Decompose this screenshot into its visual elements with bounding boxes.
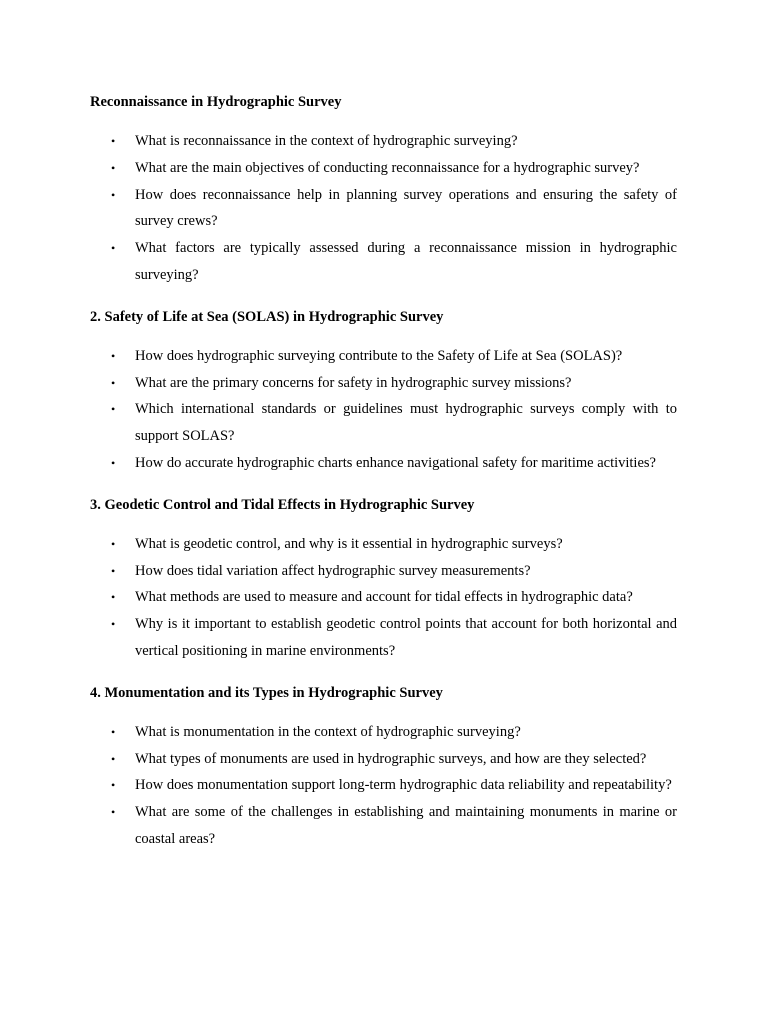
bullet-icon: •: [111, 778, 116, 793]
list-item: [90, 799, 677, 853]
list-item: [90, 396, 677, 450]
bullet-icon: •: [111, 563, 116, 578]
question-text: Why is it important to establish geodetic control points that account for both horizontal and vertical positioning in marine environments?: [135, 616, 677, 659]
section-heading: 4. Monumentation and its Types in Hydrographic Survey: [90, 684, 443, 701]
question-text: What are the main objectives of conducting reconnaissance for a hydrographic survey?: [135, 159, 640, 176]
question-text: How does reconnaissance help in planning survey operations and ensuring the safety of survey crews?: [135, 186, 677, 230]
bullet-icon: •: [111, 590, 116, 605]
list-item: [90, 772, 677, 799]
question-list: [90, 531, 677, 665]
section-heading: 3. Geodetic Control and Tidal Effects in Hydrographic Survey: [90, 496, 475, 513]
question-list: [90, 719, 677, 853]
question-text: What methods are used to measure and account for tidal effects in hydrographic data?: [135, 589, 633, 606]
list-item: [90, 719, 677, 746]
question-text: What is monumentation in the context of hydrographic surveying?: [135, 723, 521, 740]
list-item: [90, 182, 677, 236]
bullet-icon: •: [111, 805, 116, 820]
bullet-icon: •: [111, 187, 116, 202]
question-text: What are some of the challenges in establishing and maintaining monuments in marine or coastal areas?: [135, 804, 677, 847]
section-heading: Reconnaissance in Hydrographic Survey: [90, 94, 342, 110]
bullet-icon: •: [111, 348, 116, 363]
bullet-icon: •: [111, 160, 116, 175]
bullet-icon: •: [111, 617, 116, 632]
document-page: [90, 93, 677, 872]
question-list: [90, 343, 677, 477]
question-text: What is geodetic control, and why is it essential in hydrographic surveys?: [135, 535, 563, 552]
question-text: How does hydrographic surveying contribute to the Safety of Life at Sea (SOLAS)?: [135, 347, 623, 364]
list-item: [90, 155, 677, 182]
list-item: [90, 235, 677, 289]
section-reconnaissance: [90, 93, 677, 289]
question-text: What is reconnaissance in the context of hydrographic surveying?: [135, 133, 518, 149]
bullet-icon: •: [111, 751, 116, 766]
bullet-icon: •: [111, 241, 116, 256]
list-item: [90, 531, 677, 558]
question-text: What types of monuments are used in hydrographic surveys, and how are they selected?: [135, 750, 647, 767]
list-item: [90, 611, 677, 665]
section-monumentation: [90, 684, 677, 853]
bullet-icon: •: [111, 455, 116, 470]
list-item: [90, 370, 677, 397]
question-text: What are the primary concerns for safety in hydrographic survey missions?: [135, 374, 572, 391]
bullet-icon: •: [111, 724, 116, 739]
question-text: What factors are typically assessed during a reconnaissance mission in hydrographic surveying?: [135, 240, 677, 283]
bullet-icon: •: [111, 375, 116, 390]
section-solas: [90, 308, 677, 477]
list-item: [90, 343, 677, 370]
list-item: [90, 746, 677, 773]
question-text: Which international standards or guidelines must hydrographic surveys comply with to support SOLAS?: [135, 401, 677, 445]
bullet-icon: •: [111, 134, 116, 148]
section-heading: 2. Safety of Life at Sea (SOLAS) in Hydrographic Survey: [90, 308, 444, 325]
question-text: How does tidal variation affect hydrographic survey measurements?: [135, 562, 531, 579]
question-text: How does monumentation support long-term hydrographic data reliability and repeatability?: [135, 777, 672, 794]
bullet-icon: •: [111, 402, 116, 417]
list-item: [90, 584, 677, 611]
list-item: [90, 128, 677, 155]
list-item: [90, 450, 677, 477]
question-text: How do accurate hydrographic charts enhance navigational safety for maritime activities?: [135, 454, 656, 471]
question-list: [90, 128, 677, 289]
list-item: [90, 558, 677, 585]
section-geodetic-control: [90, 496, 677, 665]
bullet-icon: •: [111, 536, 116, 551]
